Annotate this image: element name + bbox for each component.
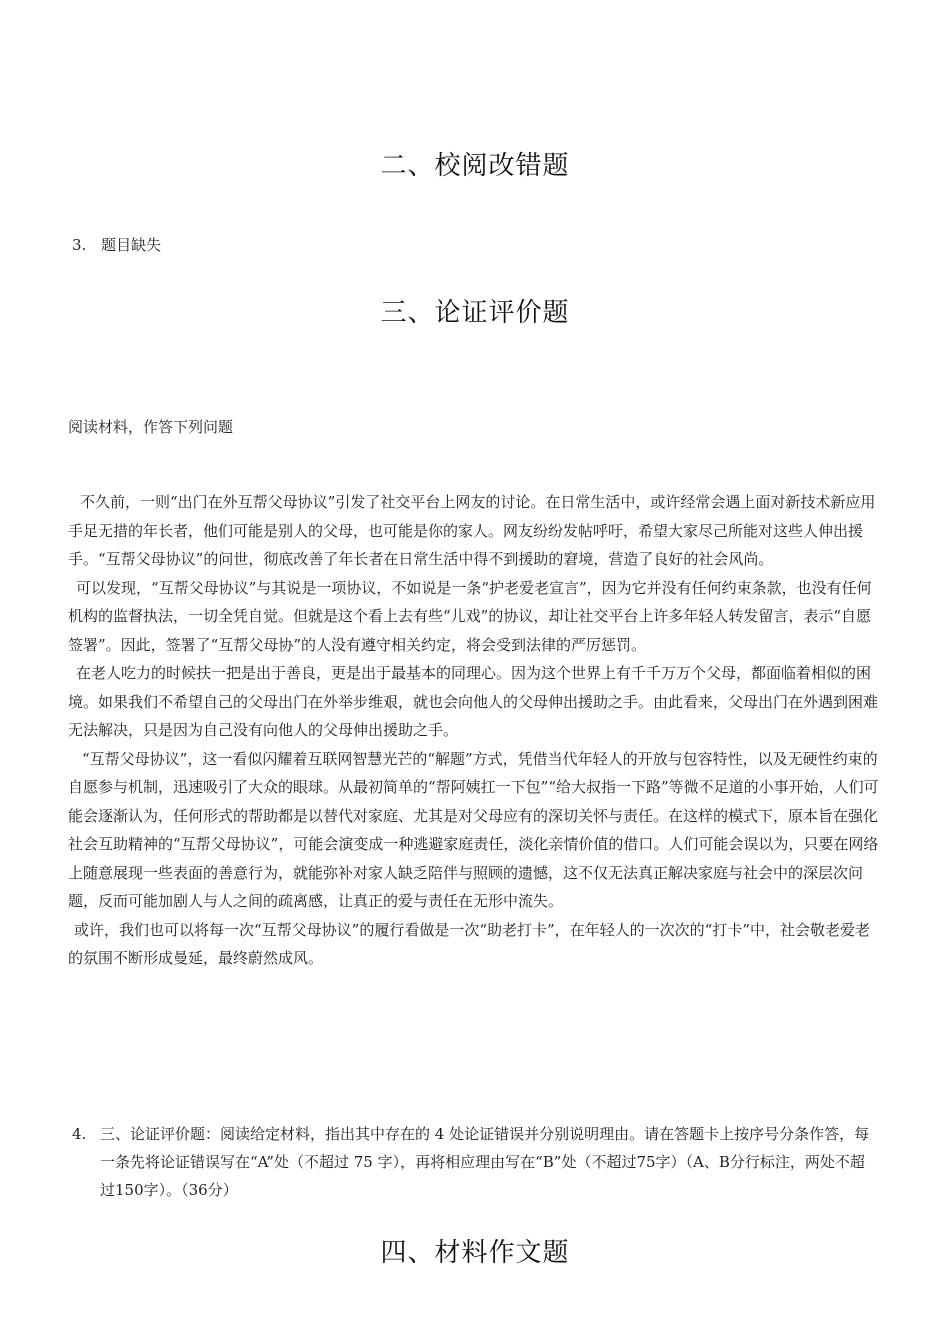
question-4 (72, 1120, 878, 1204)
question-4-text: 三、论证评价题：阅读给定材料，指出其中存在的 4 处论证错误并分别说明理由。请在答题卡上按序号分条作答，每一条先将论证错误写在“A”处（不超过 75 字），再将相应理由写在“B”处（不超过75字）（A、B分行标注，两处不超过150字）。（36分） (100, 1125, 870, 1199)
section-title-proofreading: 二、校阅改错题 (380, 151, 570, 181)
question-3 (72, 234, 161, 255)
material-paragraph-5: 或许，我们也可以将每一次“互帮父母协议”的履行看做是一次“助老打卡”，在年轻人的一次次的“打卡”中，社会敬老爱老的氛围不断形成曼延，最终蔚然成风。 (68, 920, 871, 967)
material-paragraph-1: 不久前，一则“出门在外互帮父母协议”引发了社交平台上网友的讨论。在日常生活中，或许经常会遇上面对新技术新应用手足无措的年长者，他们可能是别人的父母，也可能是你的家人。网友纷纷发帖呼吁，希望大家尽己所能对这些人伸出援手。“互帮父母协议”的问世，彻底改善了年长者在日常生活中得不到援助的窘境，营造了良好的社会风尚。 (68, 493, 876, 568)
material-intro: 阅读材料，作答下列问题 (68, 418, 234, 436)
section-title-argument-evaluation: 三、论证评价题 (380, 298, 570, 328)
material-body (68, 488, 880, 973)
section-title-material-essay: 四、材料作文题 (380, 1238, 570, 1268)
material-paragraph-4: “互帮父母协议”，这一看似闪耀着互联网智慧光芒的“解题”方式，凭借当代年轻人的开放与包容特性，以及无硬性约束的自愿参与机制，迅速吸引了大众的眼球。从最初简单的“帮阿姨扛一下包”“给大叔指一下路”等微不足道的小事开始，人们可能会逐渐认为，任何形式的帮助都是以替代对家庭、尤其是对父母应有的深切关怀与责任。在这样的模式下，原本旨在强化社会互助精神的“互帮父母协议”，可能会演变成一种逃避家庭责任，淡化亲情价值的借口。人们可能会误以为，只要在网络上随意展现一些表面的善意行为，就能弥补对家人缺乏陪伴与照顾的遗憾，这不仅无法真正解决家庭与社会中的深层次问题，反而可能加剧人与人之间的疏离感，让真正的爱与责任在无形中流失。 (68, 749, 879, 910)
material-paragraph-2: 可以发现，“互帮父母协议”与其说是一项协议，不如说是一条“护老爱老宣言”，因为它并没有任何约束条款，也没有任何机构的监督执法，一切全凭自觉。但就是这个看上去有些“儿戏”的协议，却让社交平台上许多年轻人转发留言，表示“自愿签署”。因此，签署了“互帮父母协”的人没有遵守相关约定，将会受到法律的严厉惩罚。 (68, 578, 872, 654)
material-paragraph-3: 在老人吃力的时候扶一把是出于善良，更是出于最基本的同理心。因为这个世界上有千千万万个父母，都面临着相似的困境。如果我们不希望自己的父母出门在外举步维艰，就也会向他人的父母伸出援助之手。由此看来，父母出门在外遇到困难无法解决，只是因为自己没有向他人的父母伸出援助之手。 (68, 664, 879, 739)
question-4-number: 4. (72, 1125, 87, 1143)
question-3-number: 3. (72, 236, 87, 254)
question-3-text: 题目缺失 (101, 236, 162, 254)
